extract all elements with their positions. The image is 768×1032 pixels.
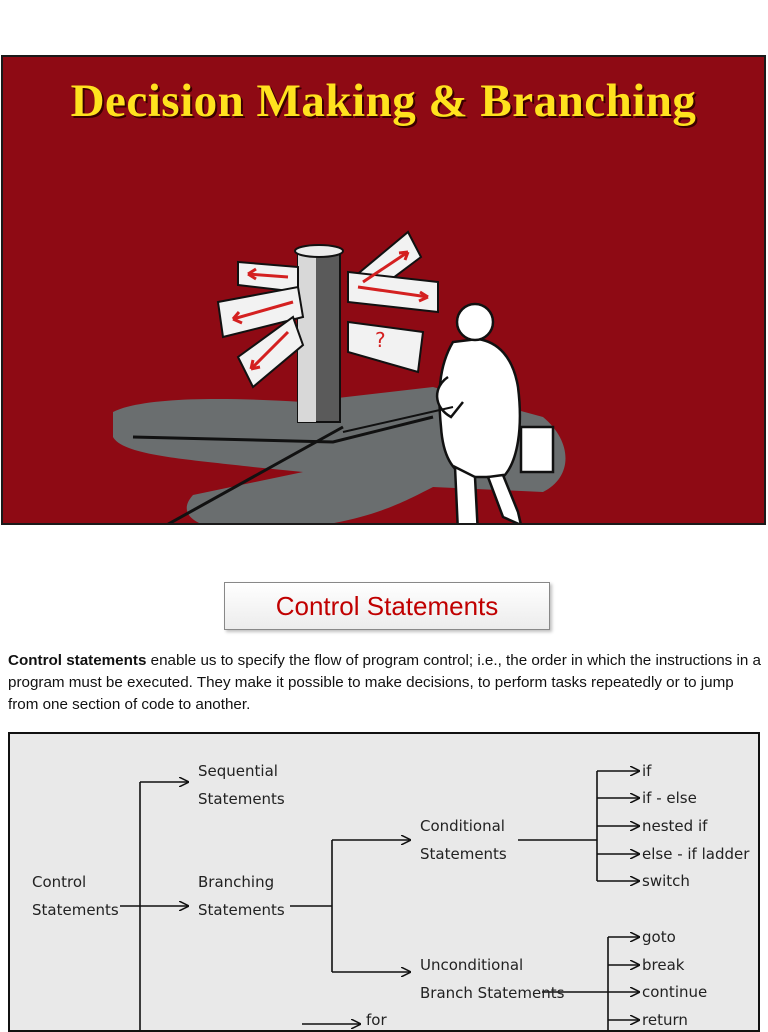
node-unconditional-branch-statements: Unconditional Branch Statements <box>420 956 565 1002</box>
crossroads-illustration <box>103 227 603 525</box>
leaf-break: break <box>642 956 685 974</box>
node-sequential-statements: Sequential Statements <box>198 762 285 808</box>
paragraph-bold-term: Control statements <box>8 652 147 669</box>
control-statements-heading: Control Statements <box>275 590 499 621</box>
node-branching-statements: Branching Statements <box>198 873 285 919</box>
control-statements-paragraph <box>8 650 764 716</box>
control-statements-heading-box <box>224 582 550 630</box>
leaf-return: return <box>642 1011 688 1029</box>
paragraph-text: enable us to specify the flow of program control; i.e., the order in which the instructions in a program must be executed. They make it possible to make decisions, to perform tasks repeatedly or to jump from one section of code to another. <box>8 652 761 713</box>
leaf-for: for <box>366 1011 387 1029</box>
node-control-statements: Control Statements <box>32 873 119 919</box>
leaf-switch: switch <box>642 872 690 890</box>
title-slide <box>1 55 766 525</box>
sign-question-mark: ? <box>375 328 386 352</box>
leaf-continue: continue <box>642 983 708 1001</box>
leaf-if: if <box>642 762 652 780</box>
node-conditional-statements: Conditional Statements <box>420 817 507 863</box>
leaf-nested-if: nested if <box>642 817 708 835</box>
leaf-if-else: if - else <box>642 789 697 807</box>
leaf-else-if-ladder: else - if ladder <box>642 845 750 863</box>
control-statements-diagram <box>8 732 760 1032</box>
leaf-goto: goto <box>642 928 676 946</box>
slide-title: Decision Making & Branching <box>70 75 697 127</box>
